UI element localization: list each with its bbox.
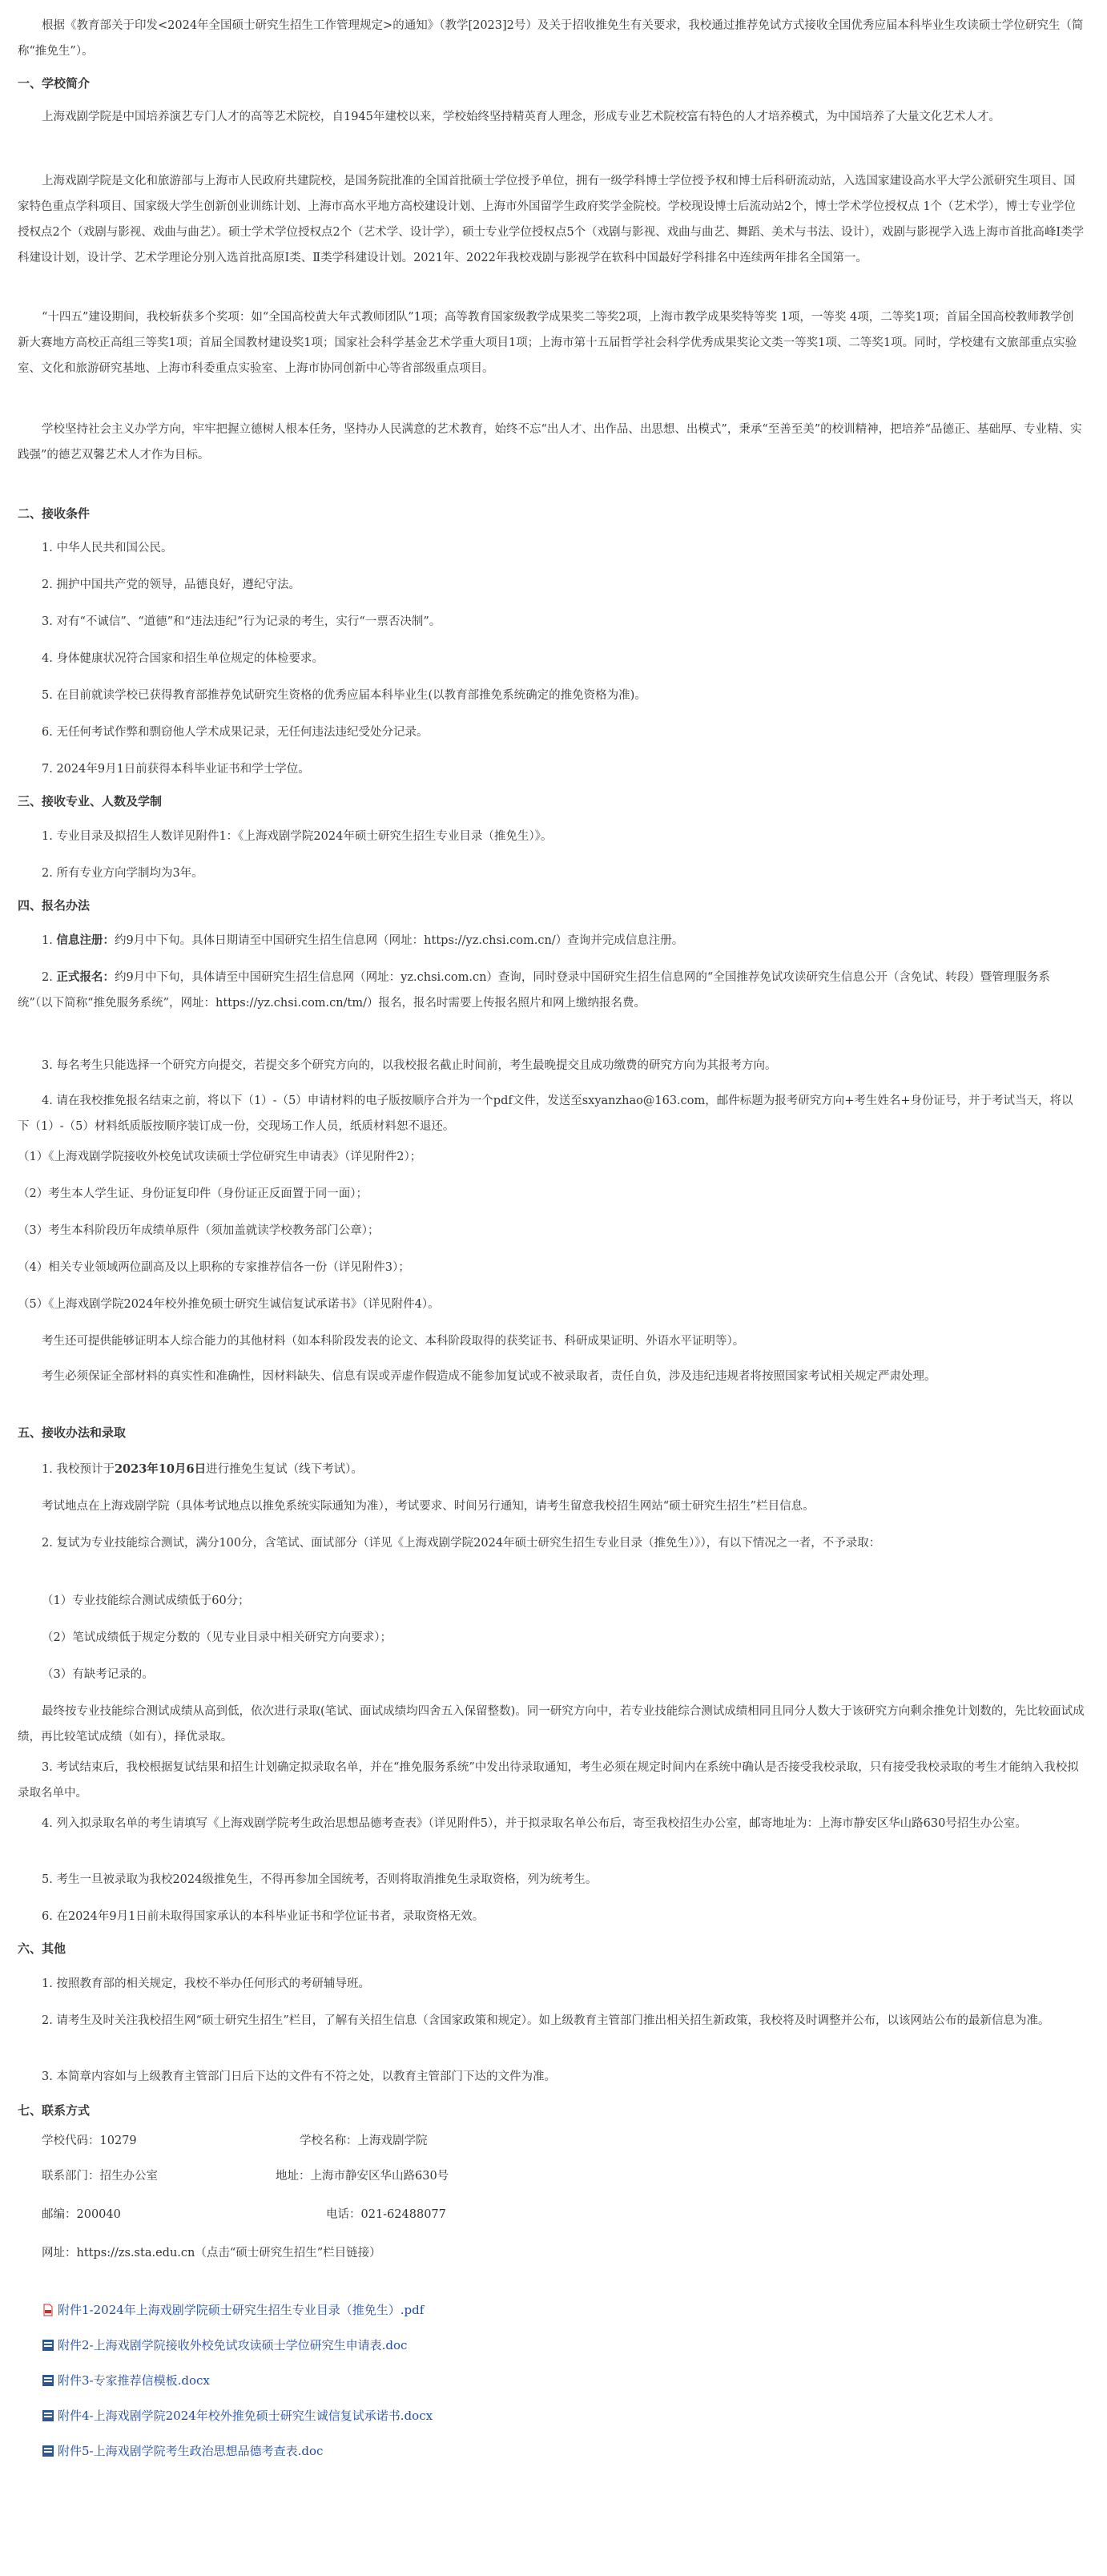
- application-text: 约9月中下旬，具体请至中国研究生招生信息网（网址：yz.chsi.com.cn）查询，同时登录中国研究生招生信息网的“全国推荐免试攻读研究生信息公开（含免试、转段）暨管理服务系统”（以下简称“推免服务系统”，网址：https://yz.chsi.com.cn/tm/）报名，报名时需要上传报名照片和网上缴纳报名费。: [18, 971, 1050, 1010]
- attachment-link-1[interactable]: [42, 2298, 424, 2322]
- exam-date: 2023年10月6日: [114, 1462, 207, 1476]
- attachment-label[interactable]: 附件3-专家推荐信模板.docx: [58, 2373, 210, 2388]
- section-5-heading: 五、接收办法和录取: [18, 1425, 127, 1440]
- admission-item-5: 5. 考生一旦被录取为我校2024级推免生，不得再参加全国统考，否则将取消推免生录取资格，列为统考生。: [42, 1873, 598, 1886]
- condition-item: 1. 中华人民共和国公民。: [42, 542, 173, 554]
- school-intro-paragraph-4: 学校坚持社会主义办学方向，牢牢把握立德树人根本任务，坚持办人民满意的艺术教育，始终不忘“出人才、出作品、出思想、出模式”，秉承“至善至美”的校训精神，把培养“品德正、基础厚、专业精、实践强”的德艺双馨艺术人才作为目标。: [18, 423, 1082, 462]
- school-intro-paragraph-2: 上海戏剧学院是文化和旅游部与上海市人民政府共建院校，是国务院批准的全国首批硕士学位授予单位，拥有一级学科博士学位授予权和博士后科研流动站，入选国家建设高水平大学公派研究生项目、国家特色重点学科项目、国家级大学生创新创业训练计划、上海市高水平地方高校建设计划、上海市外国留学生政府奖学金院校。学校现设博士后流动站2个，博士学术学位授权点 1个（艺术学），博士专业学位授权点2个（戏剧与影视、戏曲与曲艺）。硕士学术学位授权点2个（艺术学、设计学），硕士专业学位授权点5个（戏剧与影视、戏曲与曲艺、舞蹈、美术与书法、设计），戏剧与影视学入选上海市首批高峰Ⅰ类学科建设计划，设计学、艺术学理论分别入选首批高原Ⅰ类、Ⅱ类学科建设计划。2021年、2022年我校戏剧与影视学在软科中国最好学科排名中连续两年排名全国第一。: [18, 175, 1085, 264]
- material-item: （4）相关专业领域两位副高及以上职称的专家推荐信各一份（详见附件3）；: [18, 1261, 410, 1274]
- material-item: （2）考生本人学生证、身份证复印件（身份证正反面置于同一面）；: [18, 1187, 368, 1200]
- rejection-case: （1）专业技能综合测试成绩低于60分；: [42, 1594, 250, 1607]
- word-file-icon: [42, 2445, 54, 2457]
- authenticity-note: 考生必须保证全部材料的真实性和准确性，因材料缺失、信息有误或弄虚作假造成不能参加复试或不被录取者，责任自负，涉及违纪违规者将按照国家考试相关规定严肃处理。: [42, 1370, 936, 1383]
- admission-item-4: 4. 列入拟录取名单的考生请填写《上海戏剧学院考生政治思想品德考查表》（详见附件5），并于拟录取名单公布后，寄至我校招生办公室，邮寄地址为：上海市静安区华山路630号招生办公室。: [42, 1817, 1027, 1830]
- section-2-heading: 二、接收条件: [18, 506, 91, 521]
- other-item: 3. 本简章内容如与上级教育主管部门日后下达的文件有不符之处，以教育主管部门下达的文件为准。: [42, 2070, 556, 2083]
- materials-note: 考生还可提供能够证明本人综合能力的其他材料（如本科阶段发表的论文、本科阶段取得的获奖证书、科研成果证明、外语水平证明等）。: [42, 1335, 745, 1348]
- ranking-note: 最终按专业技能综合测试成绩从高到低，依次进行录取(笔试、面试成绩均四舍五入保留整数)。同一研究方向中，若专业技能综合测试成绩相同且同分人数大于该研究方向剩余推免计划数的，先比较面试成绩，再比较笔试成绩（如有），择优录取。: [18, 1705, 1085, 1744]
- major-item: 2. 所有专业方向学制均为3年。: [42, 867, 203, 880]
- attachment-label[interactable]: 附件1-2024年上海戏剧学院硕士研究生招生专业目录（推免生）.pdf: [58, 2303, 425, 2317]
- school-name: 学校名称：上海戏剧学院: [300, 2135, 428, 2147]
- contact-address: 地址：上海市静安区华山路630号: [276, 2170, 449, 2183]
- section-1-heading: 一、学校简介: [18, 76, 91, 91]
- application-item-3: 3. 每名考生只能选择一个研究方向提交，若提交多个研究方向的，以我校报名截止时间前，考生最晚提交且成功缴费的研究方向为其报考方向。: [42, 1059, 777, 1072]
- attachment-link-3[interactable]: [42, 2368, 210, 2393]
- exam-date-prefix: 1. 我校预计于: [42, 1463, 115, 1476]
- pdf-file-icon: [42, 2304, 54, 2316]
- material-item: （3）考生本科阶段历年成绩单原件（须加盖就读学校教务部门公章）；: [18, 1224, 380, 1237]
- application-item: 2. 正式报名：约9月中下旬，具体请至中国研究生招生信息网（网址：yz.chsi.com.cn）查询，同时登录中国研究生招生信息网的“全国推荐免试攻读研究生信息公开（含免试、转段）暨管理服务系统”（以下简称“推免服务系统”，网址：https://yz.chsi.com.cn/tm/）报名，报名时需要上传报名照片和网上缴纳报名费。: [18, 970, 1050, 1010]
- intro-paragraph: 根据《教育部关于印发<2024年全国硕士研究生招生工作管理规定>的通知》（教学[2023]2号）及关于招收推免生有关要求，我校通过推荐免试方式接收全国优秀应届本科毕业生攻读硕士学位研究生（简称“推免生”）。: [18, 19, 1084, 58]
- condition-item: 2. 拥护中国共产党的领导，品德良好，遵纪守法。: [42, 578, 300, 591]
- registration-item: 1. 信息注册：约9月中下旬。具体日期请至中国研究生招生信息网（网址：https://yz.chsi.com.cn/）查询并完成信息注册。: [42, 933, 684, 947]
- condition-item: 7. 2024年9月1日前获得本科毕业证书和学士学位。: [42, 763, 310, 776]
- attachment-link-4[interactable]: [42, 2404, 433, 2428]
- registration-label: 信息注册：: [56, 933, 115, 947]
- school-intro-paragraph-1: 上海戏剧学院是中国培养演艺专门人才的高等艺术院校，自1945年建校以来，学校始终坚持精英育人理念，形成专业艺术院校富有特色的人才培养模式，为中国培养了大量文化艺术人才。: [42, 111, 1000, 123]
- exam-date-suffix: 进行推免生复试（线下考试）。: [206, 1463, 363, 1476]
- other-item: 1. 按照教育部的相关规定，我校不举办任何形式的考研辅导班。: [42, 1977, 370, 1990]
- condition-item: 6. 无任何考试作弊和剽窃他人学术成果记录，无任何违法违纪受处分记录。: [42, 726, 429, 739]
- condition-item: 5. 在目前就读学校已获得教育部推荐免试研究生资格的优秀应届本科毕业生(以教育部推免系统确定的推免资格为准)。: [42, 689, 646, 702]
- attachment-link-5[interactable]: [42, 2439, 323, 2463]
- attachment-label[interactable]: 附件2-上海戏剧学院接收外校免试攻读硕士学位研究生申请表.doc: [58, 2338, 408, 2352]
- registration-text: 约9月中下旬。具体日期请至中国研究生招生信息网（网址：https://yz.chsi.com.cn/）查询并完成信息注册。: [114, 934, 684, 947]
- contact-department: 联系部门：招生办公室: [42, 2170, 158, 2183]
- exam-date-item: [18, 1457, 1085, 1482]
- word-file-icon: [42, 2409, 54, 2422]
- word-file-icon: [42, 2339, 54, 2352]
- attachment-link-2[interactable]: [42, 2333, 407, 2357]
- admission-item-6: 6. 在2024年9月1日前未取得国家承认的本科毕业证书和学位证书者，录取资格无效。: [42, 1910, 485, 1923]
- material-item: （1）《上海戏剧学院接收外校免试攻读硕士学位研究生申请表》（详见附件2）；: [18, 1151, 422, 1163]
- attachment-label[interactable]: 附件4-上海戏剧学院2024年校外推免硕士研究生诚信复试承诺书.docx: [58, 2409, 433, 2423]
- word-file-icon: [42, 2374, 54, 2387]
- section-3-heading: 三、接收专业、人数及学制: [18, 794, 163, 808]
- phone-number: 电话：021-62488077: [326, 2208, 446, 2221]
- condition-item: 3. 对有“不诚信”、“道德”和“违法违纪”行为记录的考生，实行“一票否决制”。: [42, 615, 441, 628]
- website: 网址：https://zs.sta.edu.cn（点击“硕士研究生招生”栏目链接）: [42, 2247, 381, 2260]
- application-item-4: 4. 请在我校推免报名结束之前，将以下（1）-（5）申请材料的电子版按顺序合并为一个pdf文件，发送至sxyanzhao@163.com，邮件标题为报考研究方向+考生姓名+身份证号，并于考试当天，将以下（1）-（5）材料纸质版按顺序装订成一份，交现场工作人员，纸质材料恕不退还。: [18, 1094, 1073, 1133]
- school-intro-paragraph-3: “十四五”建设期间，我校斩获多个奖项：如“全国高校黄大年式教师团队”1项；高等教育国家级教学成果奖二等奖2项，上海市教学成果奖特等奖 1项，一等奖 4项，二等奖1项；首届全国高校教师教学创新大赛地方高校正高组三等奖1项；首届全国教材建设奖1项；国家社会科学基金艺术学重大项目1项；上海市第十五届哲学社会科学优秀成果奖论文类一等奖1项、二等奖1项。同时，学校建有文旅部重点实验室、文化和旅游研究基地、上海市科委重点实验室、上海市协同创新中心等省部级重点项目。: [18, 311, 1077, 375]
- section-6-heading: 六、其他: [18, 1941, 66, 1956]
- school-code: 学校代码：10279: [42, 2135, 137, 2147]
- application-label: 正式报名：: [56, 970, 115, 984]
- other-item: 2. 请考生及时关注我校招生网“硕士研究生招生”栏目，了解有关招生信息（含国家政策和规定）。如上级教育主管部门推出相关招生新政策，我校将及时调整并公布，以该网站公布的最新信息为准。: [42, 2014, 1050, 2027]
- exam-location-note: 考试地点在上海戏剧学院（具体考试地点以推免系统实际通知为准），考试要求、时间另行通知，请考生留意我校招生网站“硕士研究生招生”栏目信息。: [42, 1500, 815, 1513]
- postal-code: 邮编：200040: [42, 2208, 121, 2221]
- condition-item: 4. 身体健康状况符合国家和招生单位规定的体检要求。: [42, 652, 324, 665]
- section-7-heading: 七、联系方式: [18, 2103, 91, 2118]
- major-item: 1. 专业目录及拟招生人数详见附件1：《上海戏剧学院2024年硕士研究生招生专业目录（推免生）》。: [42, 830, 553, 843]
- rejection-case: （2）笔试成绩低于规定分数的（见专业目录中相关研究方向要求）；: [42, 1631, 392, 1644]
- attachment-label[interactable]: 附件5-上海戏剧学院考生政治思想品德考查表.doc: [58, 2444, 324, 2458]
- admission-item-3: 3. 考试结束后，我校根据复试结果和招生计划确定拟录取名单，并在“推免服务系统”中发出待录取通知，考生必须在规定时间内在系统中确认是否接受我校录取，只有接受我校录取的考生才能纳入我校拟录取名单中。: [18, 1761, 1079, 1800]
- rejection-case: （3）有缺考记录的。: [42, 1668, 154, 1681]
- material-item: （5）《上海戏剧学院2024年校外推免硕士研究生诚信复试承诺书》（详见附件4）。: [18, 1298, 440, 1311]
- exam-content-item: 2. 复试为专业技能综合测试，满分100分，含笔试、面试部分（详见《上海戏剧学院2024年硕士研究生招生专业目录（推免生）》），有以下情况之一者，不予录取：: [42, 1537, 881, 1550]
- section-4-heading: 四、报名办法: [18, 898, 91, 913]
